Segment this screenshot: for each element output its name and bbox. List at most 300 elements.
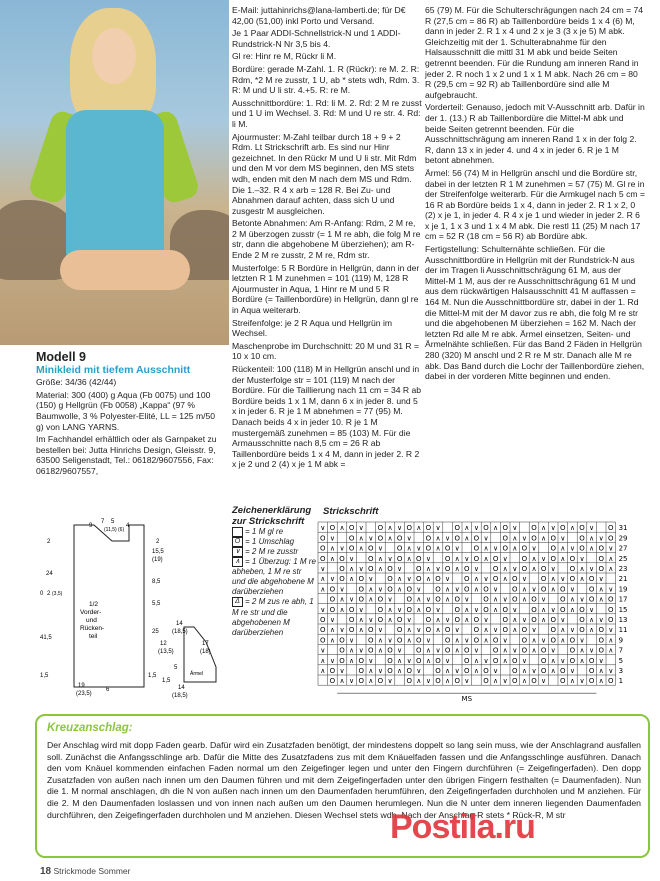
chart-symbol: ∧	[368, 666, 374, 675]
chart-symbol: ∧	[387, 524, 393, 533]
chart-symbol: ∧	[589, 615, 595, 624]
size-text: Größe: 34/36 (42/44)	[36, 377, 117, 388]
chart-symbol: ∨	[358, 646, 364, 655]
chart-symbol: O	[473, 554, 480, 563]
chart-symbol: ∧	[425, 575, 431, 584]
chart-symbol: ∨	[608, 626, 614, 635]
chart-symbol: ∨	[406, 656, 412, 665]
chart-symbol: ∧	[473, 656, 479, 665]
chart-symbol: O	[550, 534, 556, 543]
chart-symbol: ∧	[483, 554, 489, 563]
chart-symbol: ∨	[416, 626, 422, 635]
legend-item: ∨ = 2 M re zusstr	[232, 547, 316, 557]
piece-label: 1/2 Vorder-und Rücken-teil	[80, 601, 105, 640]
chart-symbol: O	[454, 677, 460, 686]
schema-label: 4	[126, 523, 130, 529]
schema-label: 7	[101, 519, 105, 525]
chart-symbol: ∨	[464, 554, 470, 563]
chart-symbol: ∨	[464, 677, 470, 686]
chart-symbol: O	[320, 626, 326, 635]
col2-para: Rückenteil: 100 (118) M in Hellgrün anschl und in der Musterfolge str = 101 (119) M nach der Bordüre. Für die Taillierung nach 11 cm = 34 R ab Bordüre beids 1 x 1 M, dann 6 x in jeder 8. und 5 x in jeder 6. R je 1 M abnehmen = 77 (95) M. Danach beids 4 x in jeder 10. R je 1 M mustergemäß zunehmen = 85 (103) M. Für die Armausschnitte nach 8,5 cm = 26 R ab Taillenbordüre beids 1 x 4 M, dann in jeder 2. R 2 x je 2 und 2 (4) x je 1 M abk =	[232, 364, 422, 470]
chart-symbol: ∧	[493, 524, 499, 533]
chart-symbol: ∧	[368, 677, 374, 686]
chart-symbol: ∨	[368, 656, 374, 665]
chart-symbol: ∧	[521, 595, 527, 604]
chart-symbol: O	[502, 544, 508, 553]
chart-symbol: ∧	[435, 615, 441, 624]
chart-row-label: 23	[618, 564, 628, 573]
chart-symbol: ∧	[454, 646, 460, 655]
chart-symbol: ∧	[598, 666, 604, 675]
chart-symbol: ∨	[445, 615, 451, 624]
chart-symbol: O	[329, 605, 336, 614]
chart-symbol: O	[521, 554, 528, 563]
chart-symbol: ∨	[435, 524, 441, 533]
chart-symbol: O	[473, 626, 480, 635]
chart-symbol: ∨	[368, 534, 374, 543]
legend-item: = 1 M gl re	[232, 527, 316, 537]
chart-row-label: 17	[618, 595, 628, 604]
chart-symbol: O	[368, 564, 374, 573]
chart-symbol: O	[608, 677, 614, 686]
chart-symbol: O	[492, 554, 499, 563]
chart-symbol: ∧	[320, 585, 326, 594]
chart-symbol: ∨	[502, 636, 508, 645]
schema-label: 25	[152, 629, 159, 635]
chart-symbol: ∧	[579, 564, 585, 573]
chart-symbol: ∨	[387, 677, 393, 686]
chart-symbol: ∧	[521, 585, 527, 594]
chart-symbol: ∧	[541, 534, 547, 543]
chart-symbol: ∧	[569, 605, 575, 614]
chart-symbol: ∨	[521, 656, 527, 665]
chart-symbol: ∧	[416, 677, 422, 686]
chart-symbol: ∨	[473, 646, 479, 655]
chart-symbol: ∧	[579, 575, 585, 584]
chart-symbol: O	[512, 677, 518, 686]
chart-symbol: ∨	[531, 666, 537, 675]
chart-symbol: ∨	[550, 524, 556, 533]
chart-symbol: ∨	[512, 646, 518, 655]
chart-row-label: 31	[618, 524, 628, 533]
chart-symbol: ∧	[445, 585, 451, 594]
schema-label: 2	[47, 539, 51, 545]
chart-symbol: ∧	[473, 585, 479, 594]
schema-label: 2	[47, 591, 51, 597]
chart-symbol: O	[406, 605, 412, 614]
chart-symbol: ∧	[397, 656, 403, 665]
chart-symbol: ∧	[368, 595, 374, 604]
chart-symbol: O	[406, 595, 412, 604]
model-title: Modell 9	[36, 350, 87, 364]
chart-row-label: 27	[618, 544, 628, 553]
chart-symbol: O	[320, 615, 326, 624]
chart-symbol: O	[502, 626, 508, 635]
chart-row-label: 19	[618, 585, 628, 594]
chart-symbol: O	[502, 524, 508, 533]
chart-symbol: O	[358, 575, 364, 584]
chart-symbol: ∧	[339, 524, 345, 533]
chart-symbol: ∨	[435, 605, 441, 614]
watermark-text: Postila.ru	[390, 808, 535, 846]
chart-symbol: O	[579, 544, 585, 553]
chart-symbol: ∧	[377, 646, 383, 655]
chart-symbol: ∨	[406, 615, 412, 624]
chart-symbol: O	[512, 666, 518, 675]
chart-symbol: O	[473, 636, 480, 645]
chart-symbol: ∧	[473, 575, 479, 584]
col3-para: Ärmel: 56 (74) M in Hellgrün anschl und die Bordüre str, dabei in der letzten R 1 M zunehmen = 57 (75) M. Gl re in der Streifenfolge weiterarb. Für die Armkugel nach 5 cm = 16 R ab Bordüre beids 1 x 4, dann in jeder 2. R 1 x 2, 0 (2) x je 1, in jeder 4. R 4 x je 1 und wieder in jeder 2. R 6 x je 1, 1 x 3 und 1 x 4 M abk. Die restl 11 (25) M nach 17 cm = 52 R (18 cm = 56 R) ab Bordüre abk.	[425, 167, 645, 242]
chart-symbol: O	[339, 636, 345, 645]
chart-symbol: ∧	[377, 636, 383, 645]
chart-symbol: ∨	[579, 677, 585, 686]
chart-symbol: O	[358, 585, 364, 594]
chart-symbol: O	[396, 534, 403, 543]
chart-symbol: ∨	[339, 585, 345, 594]
schema-label: 1,5	[148, 673, 157, 679]
schema-label: (11,5)	[104, 527, 117, 533]
chart-symbol: ∨	[541, 595, 547, 604]
chart-symbol: ∨	[608, 666, 614, 675]
chart-symbol: ∨	[608, 544, 614, 553]
chart-symbol: ∧	[589, 544, 595, 553]
legend-item: ∧ = 1 Überzug: 1 M re abheben, 1 M re str und die abgehobene M darüberziehen	[232, 557, 316, 597]
chart-symbol: ∨	[339, 626, 345, 635]
chart-symbol: ∧	[445, 666, 451, 675]
chart-row-label: 13	[618, 615, 628, 624]
schema-label: 5	[111, 519, 115, 525]
chart-symbol: O	[435, 666, 441, 675]
chart-legend	[232, 505, 316, 638]
chart-symbol: O	[444, 646, 451, 655]
chart-symbol: ∧	[406, 544, 412, 553]
chart-symbol: ∧	[397, 666, 403, 675]
col2-para: Ajourmuster: M-Zahl teilbar durch 18 + 9 + 2 Rdm. Lt Strickschrift arb. Es sind nur Hinr gezeichnet. In den Rückr M und U li str. Mit Rdm und den M vor dem MS beginnen, den MS stets wdh, enden mit den M nach dem MS und Rdm. Die 1.–32. R 4 x arb = 128 R. Bei Zu- und Abnahmen darauf achten, dass sich U und zusgestr M ausgleichen.	[232, 131, 417, 216]
chart-symbol: ∨	[397, 524, 403, 533]
chart-symbol: O	[339, 575, 345, 584]
chart-symbol: O	[425, 615, 432, 624]
chart-symbol: O	[339, 554, 345, 563]
chart-symbol: O	[492, 646, 499, 655]
chart-row-label: 3	[618, 666, 624, 675]
chart-symbol: O	[598, 554, 604, 563]
chart-symbol: O	[377, 677, 384, 686]
chart-symbol: ∨	[377, 585, 383, 594]
chart-symbol: O	[406, 666, 412, 675]
chart-symbol: ∨	[493, 666, 499, 675]
chart-symbol: ∧	[569, 524, 575, 533]
schema-label: 5,5	[152, 601, 161, 607]
chart-symbol: ∨	[589, 646, 595, 655]
chart-symbol: O	[512, 585, 518, 594]
chart-symbol: ∨	[349, 677, 355, 686]
chart-symbol: O	[416, 575, 422, 584]
schema-label: 12	[160, 641, 167, 647]
chart-symbol: ∨	[406, 575, 412, 584]
chart-symbol: O	[348, 534, 355, 543]
chart-symbol: ∨	[560, 534, 566, 543]
chart-symbol: O	[348, 605, 355, 614]
chart-symbol: O	[521, 626, 528, 635]
schema-label: Ärmel	[190, 671, 204, 677]
chart-symbol: ∧	[512, 626, 518, 635]
chart-symbol: ∨	[454, 544, 460, 553]
chart-symbol: ∧	[608, 564, 614, 573]
chart-symbol: ∨	[569, 666, 575, 675]
legend-item: O = 1 Umschlag	[232, 537, 316, 547]
chart-symbol: O	[483, 605, 489, 614]
chart-symbol: ∧	[329, 636, 335, 645]
chart-symbol: O	[569, 636, 576, 645]
chart-symbol: ∧	[349, 564, 355, 573]
chart-symbol: ∧	[473, 666, 479, 675]
chart-symbol: O	[512, 595, 518, 604]
chart-symbol: ∧	[560, 554, 566, 563]
chart-symbol: ∧	[425, 646, 431, 655]
chart-symbol: ∧	[358, 544, 364, 553]
chart-symbol: ∨	[502, 554, 508, 563]
chart-symbol: ∨	[445, 656, 451, 665]
chart-symbol: ∧	[406, 554, 412, 563]
chart-symbol: O	[464, 585, 470, 594]
chart-symbol: O	[531, 524, 537, 533]
chart-symbol: O	[473, 544, 480, 553]
chart-symbol: ∨	[368, 575, 374, 584]
chart-symbol: O	[320, 636, 326, 645]
chart-symbol: ∧	[454, 636, 460, 645]
chart-symbol: O	[396, 626, 403, 635]
chart-symbol: O	[540, 656, 547, 665]
chart-symbol: ∧	[521, 666, 527, 675]
chart-symbol: ∧	[560, 544, 566, 553]
chart-symbol: ∧	[493, 677, 499, 686]
chart-symbol: O	[579, 626, 585, 635]
chart-symbol: ∨	[454, 626, 460, 635]
chart-symbol: O	[377, 605, 384, 614]
chart-symbol: ∧	[397, 585, 403, 594]
chart-symbol: ∨	[329, 615, 335, 624]
chart-symbol: O	[425, 534, 432, 543]
chart-symbol: O	[416, 636, 422, 645]
chart-symbol: ∨	[387, 595, 393, 604]
schema-label: 15,5	[152, 549, 164, 555]
schema-label: (19)	[152, 557, 163, 563]
material-text: Material: 300 (400) g Aqua (Fb 0075) und 100 (150) g Hellgrün (Fb 0058) „Kappa“ (97 % Baumwolle, 3 % Polyester-Elité, LL = 125 m/50 g) von LANG YARNS.	[36, 389, 216, 432]
chart-symbol: O	[377, 595, 384, 604]
schema-label: 14	[176, 621, 183, 627]
column-2	[232, 5, 422, 472]
chart-symbol: O	[329, 524, 336, 533]
chart-symbol: ∨	[550, 646, 556, 655]
chart-symbol: O	[454, 534, 460, 543]
chart-symbol: ∨	[560, 615, 566, 624]
chart-symbol: O	[608, 605, 614, 614]
chart-symbol: O	[540, 646, 547, 655]
chart-symbol: ∧	[550, 585, 556, 594]
chart-symbol: O	[569, 564, 576, 573]
chart-symbol: ∨	[541, 677, 547, 686]
chart-symbol: ∨	[368, 615, 374, 624]
column-1	[36, 352, 224, 479]
chart-symbol: ∨	[349, 554, 355, 563]
chart-symbol: ∧	[416, 524, 422, 533]
chart-symbol: ∨	[320, 646, 326, 655]
chart-symbol: O	[569, 656, 576, 665]
chart-symbol: O	[406, 524, 412, 533]
chart-symbol: ∨	[550, 605, 556, 614]
chart-symbol: O	[425, 524, 432, 533]
chart-symbol: ∨	[493, 626, 499, 635]
chart-symbol: ∧	[339, 605, 345, 614]
chart-symbol: O	[569, 646, 576, 655]
chart-row-label: 9	[618, 636, 624, 645]
chart-symbol: ∧	[358, 626, 364, 635]
chart-symbol: O	[588, 585, 595, 594]
chart-symbol: ∨	[483, 615, 489, 624]
chart-symbol: ∧	[531, 554, 537, 563]
schema-label: (3,5)	[52, 591, 63, 597]
legend-item: Δ = 2 M zus re abh, 1 M re str und die abgehobenen M darüberziehen	[232, 597, 314, 637]
chart-symbol: O	[339, 656, 345, 665]
chart-symbol: ∨	[320, 524, 326, 533]
knitting-chart	[316, 516, 646, 709]
chart-symbol: ∧	[512, 534, 518, 543]
chart-symbol: O	[598, 564, 604, 573]
chart-row-label: 5	[618, 656, 624, 665]
chart-symbol: O	[425, 605, 432, 614]
chart-symbol: ∧	[560, 626, 566, 635]
chart-symbol: ∧	[598, 585, 604, 594]
schema-label: 24	[46, 571, 53, 577]
chart-symbol: O	[608, 534, 614, 543]
chart-symbol: ∧	[502, 646, 508, 655]
column-3	[425, 5, 645, 384]
schema-label: 5	[174, 665, 178, 671]
chart-symbol: ∨	[397, 646, 403, 655]
chart-symbol: O	[416, 554, 422, 563]
chart-symbol: ∧	[329, 544, 335, 553]
col2-para: Betonte Abnahmen: Am R-Anfang: Rdm, 2 M re, 2 M überzogen zusstr (= 1 M re abh, die folg M re str, dann die abgehobene M überziehen); am R-Ende 2 M re zusstr, 2 M re, Rdm str.	[232, 218, 421, 261]
chart-symbol: ∧	[502, 656, 508, 665]
chart-symbol: ∨	[358, 564, 364, 573]
chart-symbol: ∨	[435, 646, 441, 655]
chart-symbol: O	[502, 605, 508, 614]
schema-label: 6	[106, 687, 110, 693]
chart-symbol: ∧	[349, 575, 355, 584]
chart-symbol: ∨	[589, 564, 595, 573]
chart-symbol: ∧	[329, 554, 335, 563]
chart-symbol: ∨	[483, 575, 489, 584]
col2-para: Streifenfolge: je 2 R Aqua und Hellgrün im Wechsel.	[232, 317, 393, 339]
chart-symbol: O	[540, 575, 547, 584]
legend-heading: zur Strickschrift	[232, 516, 305, 527]
chart-symbol: ∨	[425, 636, 431, 645]
chart-symbol: O	[368, 636, 374, 645]
schema-label: 1,5	[162, 678, 171, 684]
chart-symbol: ∨	[349, 595, 355, 604]
chart-symbol: ∨	[329, 575, 335, 584]
chart-symbol: O	[396, 636, 403, 645]
chart-symbol: ∨	[531, 544, 537, 553]
chart-symbol: O	[531, 677, 537, 686]
chart-symbol: ∧	[425, 656, 431, 665]
chart-symbol: ∨	[473, 605, 479, 614]
chart-symbol: ∨	[416, 666, 422, 675]
chart-symbol: ∧	[454, 564, 460, 573]
schema-label: (23,5)	[76, 691, 92, 697]
chart-symbol: ∨	[339, 544, 345, 553]
shop-text: Im Fachhandel erhältlich oder als Garnpaket zu bestellen bei: Jutta Hinrichs Design, Gleisstr. 9, 63500 Seligenstadt, Tel.: 06182/9607556, Fax: 06182/9607557,	[36, 434, 217, 476]
chart-symbol: O	[579, 524, 585, 533]
chart-symbol: O	[387, 646, 393, 655]
chart-symbol: ∧	[339, 595, 345, 604]
chart-title: Strickschrift	[323, 506, 379, 517]
chart-symbol: O	[483, 666, 489, 675]
chart-symbol: ∨	[358, 524, 364, 533]
chart-symbol: O	[550, 554, 556, 563]
col2-para: Musterfolge: 5 R Bordüre in Hellgrün, dann in der letzten R 1 M zunehmen = 101 (119) M, 128 R Ajourmuster in Aqua, 1 Hinr re M und 5 R Bordüre (= Taillenbordüre) in Hellgrün, dann gl re in Aqua weiterarb.	[232, 262, 420, 316]
chart-symbol: ∧	[377, 554, 383, 563]
chart-symbol: O	[502, 615, 508, 624]
chart-symbol: ∧	[435, 534, 441, 543]
schema-label: (6)	[118, 527, 125, 533]
chart-symbol: ∨	[454, 585, 460, 594]
chart-symbol: O	[492, 656, 499, 665]
chart-symbol: O	[416, 656, 422, 665]
chart-symbol: O	[598, 646, 604, 655]
schema-label: 1,5	[40, 673, 49, 679]
legend-heading: Zeichenerklärung	[232, 505, 312, 516]
chart-symbol: O	[444, 636, 451, 645]
chart-symbol: ∧	[569, 677, 575, 686]
chart-symbol: O	[454, 615, 460, 624]
chart-symbol: ∨	[358, 605, 364, 614]
chart-symbol: ∨	[416, 585, 422, 594]
chart-symbol: O	[377, 615, 384, 624]
chart-symbol: O	[339, 646, 345, 655]
box-title: Kreuzanschlag:	[47, 722, 133, 734]
chart-symbol: O	[454, 524, 460, 533]
chart-symbol: O	[435, 656, 441, 665]
chart-symbol: ∨	[560, 656, 566, 665]
chart-symbol: O	[377, 524, 384, 533]
chart-symbol: ∨	[473, 524, 479, 533]
chart-symbol: O	[560, 605, 566, 614]
chart-symbol: ∨	[435, 564, 441, 573]
chart-symbol: ∧	[445, 595, 451, 604]
schema-label: 9	[89, 523, 93, 529]
chart-symbol: O	[560, 524, 566, 533]
col2-para: Gl re: Hinr re M, Rückr li M.	[232, 51, 337, 62]
chart-symbol: ∧	[569, 595, 575, 604]
chart-symbol: ∧	[397, 575, 403, 584]
chart-symbol: O	[531, 605, 537, 614]
chart-symbol: ∨	[320, 605, 326, 614]
chart-symbol: ∧	[589, 626, 595, 635]
chart-symbol: ∨	[569, 544, 575, 553]
chart-symbol: ∨	[493, 544, 499, 553]
chart-symbol: O	[531, 595, 537, 604]
chart-symbol: ∧	[387, 534, 393, 543]
chart-symbol: ∧	[454, 554, 460, 563]
chart-symbol: O	[540, 564, 547, 573]
chart-symbol: O	[348, 615, 355, 624]
chart-symbol: O	[406, 585, 412, 594]
chart-symbol: O	[339, 564, 345, 573]
chart-symbol: O	[608, 524, 614, 533]
chart-symbol: O	[588, 656, 595, 665]
chart-symbol: ∨	[589, 605, 595, 614]
